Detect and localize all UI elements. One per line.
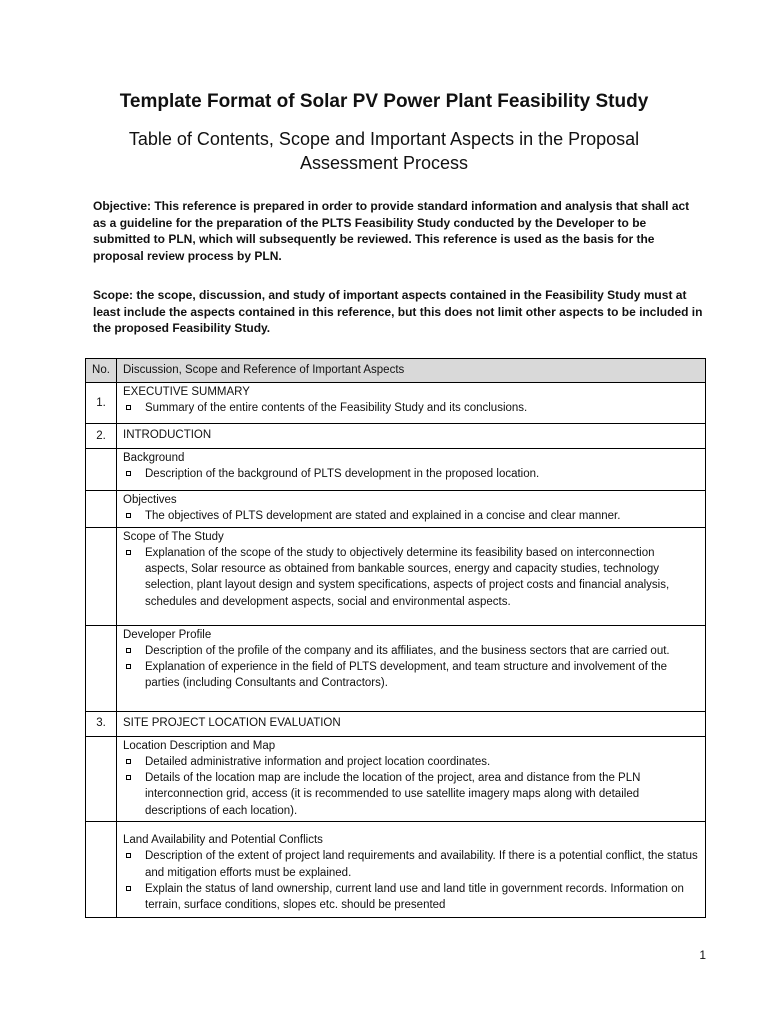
row-description [117, 711, 706, 736]
square-bullet-icon [126, 648, 131, 653]
row-number [86, 736, 117, 821]
section-title: INTRODUCTION [123, 429, 212, 442]
scope-paragraph: Scope: the scope, discussion, and study of important aspects contained in the Feasibility Study must at least include the aspects contained in this reference, but this does not limit other aspects to be included in the proposed Feasibility Study. [93, 288, 703, 336]
row-number [86, 527, 117, 625]
row-description [117, 736, 706, 821]
table-row [86, 736, 706, 821]
square-bullet-icon [126, 550, 131, 555]
bullet-text: Description of the extent of project land requirements and availability. If there is a potential conflict, the status and mitigation efforts must be explained. [145, 850, 698, 879]
row-description [117, 625, 706, 711]
bullet-text: Description of the background of PLTS development in the proposed location. [145, 468, 540, 481]
document-subtitle: Table of Contents, Scope and Important Aspects in the Proposal Assessment Process [128, 129, 640, 173]
row-number [86, 625, 117, 711]
bullet-item [123, 400, 699, 416]
section-title: Land Availability and Potential Conflicts [123, 834, 323, 847]
row-number [86, 449, 117, 491]
bullet-item [123, 881, 699, 914]
table-row [86, 527, 706, 625]
square-bullet-icon [126, 886, 131, 891]
bullet-list [123, 400, 699, 416]
section-title: Scope of The Study [123, 530, 224, 543]
bullet-item [123, 848, 699, 881]
table-row [86, 711, 706, 736]
bullet-list [123, 848, 699, 913]
square-bullet-icon [126, 759, 131, 764]
table-row [86, 449, 706, 491]
bullet-text: The objectives of PLTS development are stated and explained in a concise and clear manner. [145, 510, 621, 523]
row-description [117, 383, 706, 424]
document-title: Template Format of Solar PV Power Plant Feasibility Study [119, 91, 649, 112]
bullet-item [123, 545, 699, 610]
square-bullet-icon [126, 853, 131, 858]
row-number: 2. [86, 424, 117, 449]
bullet-list [123, 643, 699, 692]
header-description: Discussion, Scope and Reference of Important Aspects [117, 359, 706, 383]
row-description [117, 822, 706, 918]
row-description [117, 424, 706, 449]
row-number: 1. [86, 383, 117, 424]
bullet-text: Explanation of the scope of the study to objectively determine its feasibility based on interconnection aspects, Solar resource as obtained from bankable sources, energy and capacity studies, technology selection, plant layout design and system specifications, aspects of project costs and financial analysis, schedules and development aspects, social and environmental aspects. [145, 546, 670, 608]
square-bullet-icon [126, 775, 131, 780]
bullet-text: Explanation of experience in the field of PLTS development, and team structure and involvement of the parties (including Consultants and Contractors). [145, 661, 668, 690]
bullet-text: Summary of the entire contents of the Feasibility Study and its conclusions. [145, 402, 528, 415]
bullet-list [123, 466, 699, 482]
table-row [86, 491, 706, 528]
bullet-text: Detailed administrative information and project location coordinates. [145, 755, 491, 768]
section-title: EXECUTIVE SUMMARY [123, 386, 250, 398]
header-no: No. [86, 359, 117, 383]
section-title: Objectives [123, 494, 177, 506]
bullet-list [123, 545, 699, 610]
row-number [86, 491, 117, 528]
square-bullet-icon [126, 513, 131, 518]
contents-table [85, 358, 706, 918]
bullet-item [123, 659, 699, 692]
section-title: Background [123, 452, 185, 464]
objective-paragraph: Objective: This reference is prepared in order to provide standard information and analysis that shall act as a guideline for the preparation of the PLTS Feasibility Study conducted by the Developer to be submitted to PLN, which will subsequently be reviewed. This reference is used as the basis for the proposal review process by PLN. [93, 199, 690, 263]
table-row [86, 822, 706, 918]
row-number: 3. [86, 711, 117, 736]
bullet-item [123, 643, 699, 659]
bullet-item [123, 754, 699, 770]
row-description [117, 527, 706, 625]
table-row [86, 625, 706, 711]
square-bullet-icon [126, 405, 131, 410]
bullet-text: Details of the location map are include the location of the project, area and distance from the PLN interconnection grid, access (it is recommended to use satellite imagery maps along with detailed descriptions of each location). [145, 772, 641, 817]
bullet-text: Description of the profile of the company and its affiliates, and the business sectors that are carried out. [145, 644, 670, 657]
row-description [117, 491, 706, 528]
section-title: Location Description and Map [123, 739, 276, 752]
table-row [86, 383, 706, 424]
bullet-list [123, 754, 699, 819]
bullet-item [123, 508, 699, 524]
table-row [86, 424, 706, 449]
square-bullet-icon [126, 471, 131, 476]
table-header-row [86, 359, 706, 383]
row-description [117, 449, 706, 491]
row-number [86, 822, 117, 918]
section-title: Developer Profile [123, 628, 212, 641]
section-title: SITE PROJECT LOCATION EVALUATION [123, 716, 341, 729]
page-number: 1 [699, 948, 706, 962]
square-bullet-icon [126, 664, 131, 669]
bullet-item [123, 466, 699, 482]
bullet-list [123, 508, 699, 524]
bullet-text: Explain the status of land ownership, current land use and land title in government records. Information on terrain, surface conditions, slopes etc. should be presented [145, 882, 684, 912]
bullet-item [123, 770, 699, 819]
